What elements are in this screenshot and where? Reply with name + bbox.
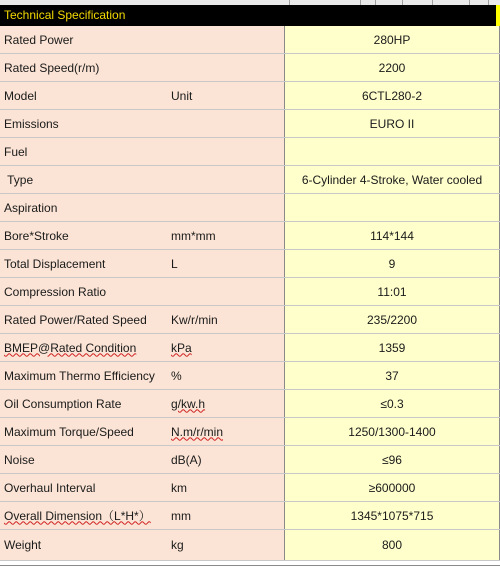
- table-row: [0, 446, 500, 474]
- value-cell[interactable]: 114*144: [285, 222, 500, 250]
- unit-cell[interactable]: mm: [167, 502, 285, 530]
- param-cell[interactable]: Compression Ratio: [0, 278, 167, 306]
- table-row: [0, 54, 500, 82]
- param-cell[interactable]: Oil Consumption Rate: [0, 390, 167, 418]
- param-cell[interactable]: Rated Speed(r/m): [0, 54, 167, 82]
- unit-cell[interactable]: [167, 166, 285, 194]
- table-bottom-border: [0, 565, 500, 566]
- value-cell[interactable]: 9: [285, 250, 500, 278]
- unit-cell[interactable]: L: [167, 250, 285, 278]
- table-row: [0, 110, 500, 138]
- table-row: [0, 138, 500, 166]
- table-row: [0, 530, 500, 561]
- value-cell[interactable]: 2200: [285, 54, 500, 82]
- param-text: BMEP@Rated Condition: [4, 340, 137, 355]
- table-row: [0, 474, 500, 502]
- param-cell[interactable]: [0, 334, 167, 362]
- param-cell[interactable]: Overhaul Interval: [0, 474, 167, 502]
- unit-cell[interactable]: [167, 26, 285, 54]
- table-row: [0, 418, 500, 446]
- unit-text: g/kw.h: [171, 396, 206, 411]
- table-row: [0, 194, 500, 222]
- param-cell[interactable]: Fuel: [0, 138, 167, 166]
- value-cell[interactable]: 1359: [285, 334, 500, 362]
- value-cell[interactable]: 235/2200: [285, 306, 500, 334]
- unit-cell[interactable]: [167, 418, 285, 446]
- unit-text: kPa: [171, 340, 192, 355]
- unit-text: N.m/r/min: [171, 424, 223, 439]
- table-row: [0, 250, 500, 278]
- param-cell[interactable]: Type: [0, 166, 167, 194]
- param-cell[interactable]: Aspiration: [0, 194, 167, 222]
- value-cell[interactable]: 6-Cylinder 4-Stroke, Water cooled: [285, 166, 500, 194]
- table-row: [0, 306, 500, 334]
- value-cell[interactable]: 37: [285, 362, 500, 390]
- title-value-cell[interactable]: [496, 5, 500, 26]
- section-title: Technical Specification: [4, 8, 126, 22]
- value-cell[interactable]: 11:01: [285, 278, 500, 306]
- unit-cell[interactable]: [167, 278, 285, 306]
- unit-cell[interactable]: km: [167, 474, 285, 502]
- param-cell[interactable]: Rated Power: [0, 26, 167, 54]
- table-row: [0, 222, 500, 250]
- table-row: [0, 502, 500, 530]
- param-cell[interactable]: Total Displacement: [0, 250, 167, 278]
- table-row: [0, 362, 500, 390]
- value-cell[interactable]: [285, 194, 500, 222]
- param-cell[interactable]: Maximum Torque/Speed: [0, 418, 167, 446]
- param-cell[interactable]: [0, 502, 167, 530]
- value-cell[interactable]: EURO II: [285, 110, 500, 138]
- value-cell[interactable]: 6CTL280-2: [285, 82, 500, 110]
- table-row: [0, 82, 500, 110]
- spec-table: [0, 26, 500, 561]
- value-cell[interactable]: [285, 138, 500, 166]
- unit-cell[interactable]: [167, 390, 285, 418]
- param-cell[interactable]: Noise: [0, 446, 167, 474]
- value-cell[interactable]: 1250/1300-1400: [285, 418, 500, 446]
- param-cell[interactable]: Weight: [0, 530, 167, 561]
- unit-cell[interactable]: Unit: [167, 82, 285, 110]
- unit-cell[interactable]: [167, 110, 285, 138]
- unit-cell[interactable]: [167, 194, 285, 222]
- table-row: [0, 278, 500, 306]
- title-row[interactable]: [0, 5, 500, 26]
- value-cell[interactable]: 800: [285, 530, 500, 561]
- unit-cell[interactable]: mm*mm: [167, 222, 285, 250]
- unit-cell[interactable]: [167, 138, 285, 166]
- value-cell[interactable]: ≤0.3: [285, 390, 500, 418]
- param-cell[interactable]: Emissions: [0, 110, 167, 138]
- value-cell[interactable]: ≥600000: [285, 474, 500, 502]
- table-row: [0, 166, 500, 194]
- table-row: [0, 390, 500, 418]
- unit-cell[interactable]: %: [167, 362, 285, 390]
- unit-cell[interactable]: [167, 334, 285, 362]
- param-cell[interactable]: Rated Power/Rated Speed: [0, 306, 167, 334]
- unit-cell[interactable]: [167, 54, 285, 82]
- unit-cell[interactable]: dB(A): [167, 446, 285, 474]
- param-cell[interactable]: Bore*Stroke: [0, 222, 167, 250]
- param-cell[interactable]: Model: [0, 82, 167, 110]
- unit-cell[interactable]: Kw/r/min: [167, 306, 285, 334]
- value-cell[interactable]: 280HP: [285, 26, 500, 54]
- table-row: [0, 334, 500, 362]
- unit-cell[interactable]: kg: [167, 530, 285, 561]
- value-cell[interactable]: ≤96: [285, 446, 500, 474]
- table-row: [0, 26, 500, 54]
- param-text: Overall Dimension（L*H*）: [4, 508, 151, 523]
- param-cell[interactable]: Maximum Thermo Efficiency: [0, 362, 167, 390]
- value-cell[interactable]: 1345*1075*715: [285, 502, 500, 530]
